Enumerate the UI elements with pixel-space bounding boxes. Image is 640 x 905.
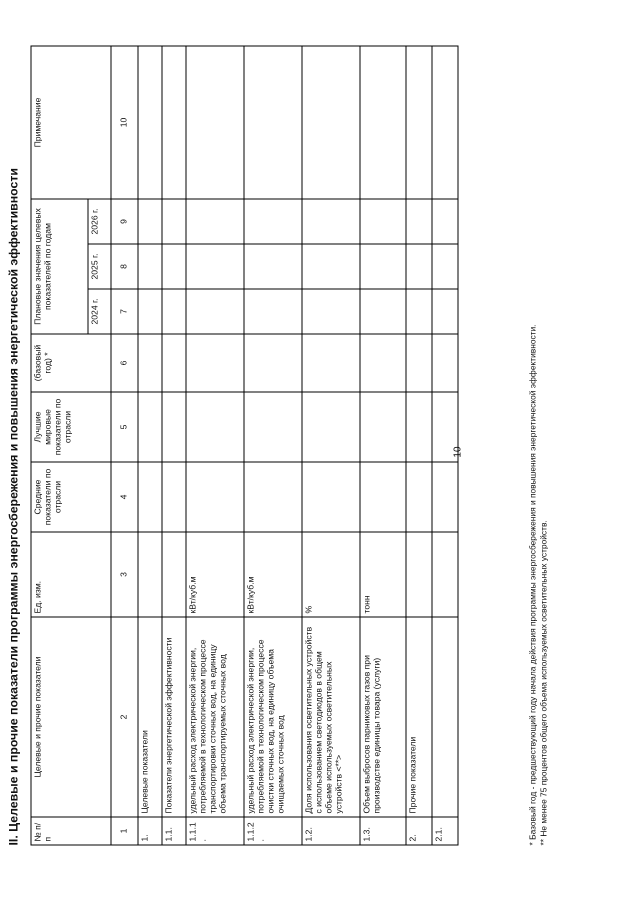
table-row [432,46,458,845]
table-row [186,46,244,845]
header-base: (базовый год) * [31,334,111,392]
header-2026: 2026 г. [88,199,111,244]
col-number: 3 [111,532,138,617]
row-name: Объем выбросов парниковых газов при производстве единицы товара (услуги) [360,617,406,817]
header-best: Лучшие мировые показатели по отрасли [31,392,111,462]
row-unit: кВт/куб.м [186,532,244,617]
row-num: 1.2. [302,817,360,845]
col-number: 4 [111,462,138,532]
table-row [406,46,432,845]
page-number: 10 [452,446,464,458]
column-numbers-row [111,46,138,845]
table-row [360,46,406,845]
row-num: 2. [406,817,432,845]
row-unit: % [302,532,360,617]
row-unit [432,532,458,617]
row-num: 1. [138,817,162,845]
header-2024: 2024 г. [88,289,111,334]
indicators-table [31,46,459,846]
header-num: № п/п [31,817,111,845]
row-num: 1.1.1. [186,817,244,845]
footnotes [528,324,549,845]
row-unit: тонн [360,532,406,617]
row-name: Доля использования осветительных устройств с использованием светодиодов в общем объеме используемых осветительных устройств <**> [302,617,360,817]
header-plan: Плановые значения целевых показателей по годам [31,199,88,334]
header-name: Целевые и прочие показатели [31,617,111,817]
table-row [138,46,162,845]
header-unit: Ед. изм. [31,532,111,617]
row-unit [406,532,432,617]
rotated-page-content [1,32,566,874]
row-name: Целевые показатели [138,617,162,817]
row-unit [138,532,162,617]
col-number: 10 [111,46,138,199]
footnote: * Базовый год - предшествующий году начала действия программы энергосбережения и повышения энергетической эффективности. [527,324,538,846]
header-avg: Средние показатели по отрасли [31,462,111,532]
row-num: 1.3. [360,817,406,845]
row-num: 1.1.2. [244,817,302,845]
row-num: 2.1. [432,817,458,845]
row-name: удельный расход электрической энергии, потребляемой в технологическом процессе очистки сточных вод, на единицу объема очищаемых сточных вод [244,617,302,817]
row-name: Показатели энергетической эффективности [162,617,186,817]
row-name: удельный расход электрической энергии, потребляемой в технологическом процессе транспортировки сточных вод, на единицу объема транспортируемых сточных вод [186,617,244,817]
row-name [432,617,458,817]
col-number: 9 [111,199,138,244]
row-name: Прочие показатели [406,617,432,817]
col-number: 6 [111,334,138,392]
section-title: II. Целевые и прочие показатели программы энергосбережения и повышения энергетической эффективности [6,168,21,846]
row-num: 1.1. [162,817,186,845]
header-2025: 2025 г. [88,244,111,289]
row-unit [162,532,186,617]
col-number: 2 [111,617,138,817]
table-row [162,46,186,845]
col-number: 8 [111,244,138,289]
col-number: 7 [111,289,138,334]
col-number: 5 [111,392,138,462]
table-row [302,46,360,845]
footnote: ** Не менее 75 процентов общего объема используемых осветительных устройств. [538,520,548,846]
header-note: Примечание [31,46,111,199]
header-row [31,46,88,845]
table-row [244,46,302,845]
col-number: 1 [111,817,138,845]
row-unit: кВт/куб.м [244,532,302,617]
